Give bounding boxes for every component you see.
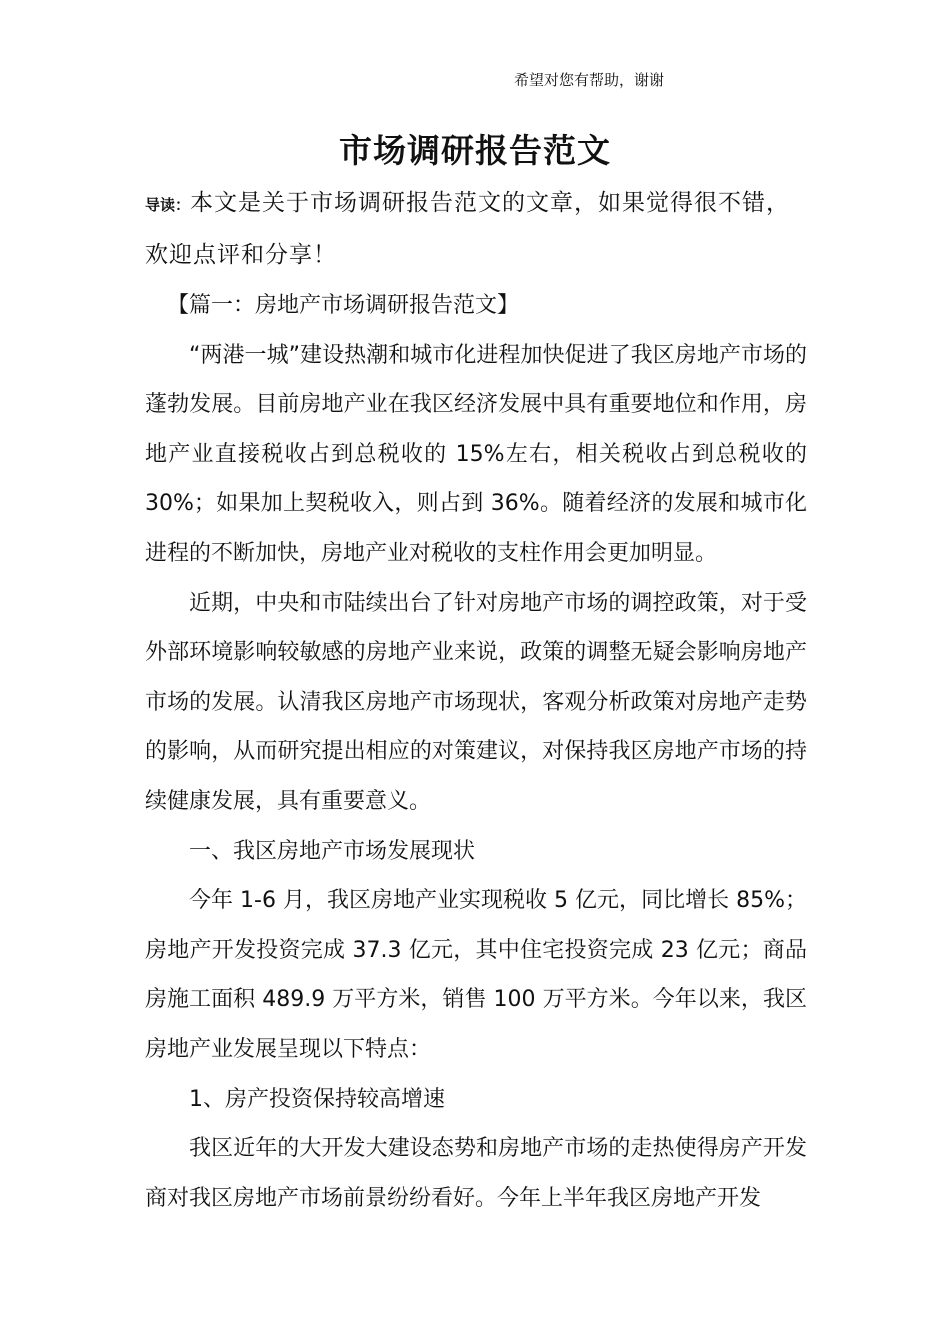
section-title: 【篇一：房地产市场调研报告范文】 bbox=[167, 293, 520, 318]
header-note: 希望对您有帮助，谢谢 bbox=[514, 71, 665, 89]
intro-label: 导读： bbox=[145, 196, 191, 214]
intro-text: 本文是关于市场调研报告范文的文章，如果觉得很不错，欢迎点评和分享！ bbox=[145, 190, 791, 268]
document-body bbox=[145, 178, 807, 1223]
body-paragraph: “两港一城”建设热潮和城市化进程加快促进了我区房地产市场的蓬勃发展。目前房地产业在我区经济发展中具有重要地位和作用，房地产业直接税收占到总税收的 15%左右，相关税收占到总税收的 30%；如果加上契税收入，则占到 36%。随着经济的发展和城市化进程的不断加快，房地产业对税收的支柱作用会更加明显。 bbox=[145, 342, 807, 566]
body-paragraph: 今年 1-6 月，我区房地产业实现税收 5 亿元，同比增长 85%；房地产开发投资完成 37.3 亿元，其中住宅投资完成 23 亿元；商品房施工面积 489.9 万平方米，销售 100 万平方米。今年以来，我区房地产业发展呈现以下特点： bbox=[145, 888, 807, 1062]
section-heading: 一、我区房地产市场发展现状 bbox=[189, 838, 476, 864]
body-paragraph: 我区近年的大开发大建设态势和房地产市场的走热使得房产开发商对我区房地产市场前景纷纷看好。今年上半年我区房地产开发 bbox=[145, 1136, 807, 1211]
subsection-heading: 1、房产投资保持较高增速 bbox=[189, 1086, 445, 1112]
document-title: 市场调研报告范文 bbox=[339, 131, 611, 170]
intro-paragraph bbox=[145, 178, 807, 280]
body-paragraph: 近期，中央和市陆续出台了针对房地产市场的调控政策，对于受外部环境影响较敏感的房地产业来说，政策的调整无疑会影响房地产市场的发展。认清我区房地产市场现状，客观分析政策对房地产走势的影响，从而研究提出相应的对策建议，对保持我区房地产市场的持续健康发展，具有重要意义。 bbox=[145, 590, 807, 814]
